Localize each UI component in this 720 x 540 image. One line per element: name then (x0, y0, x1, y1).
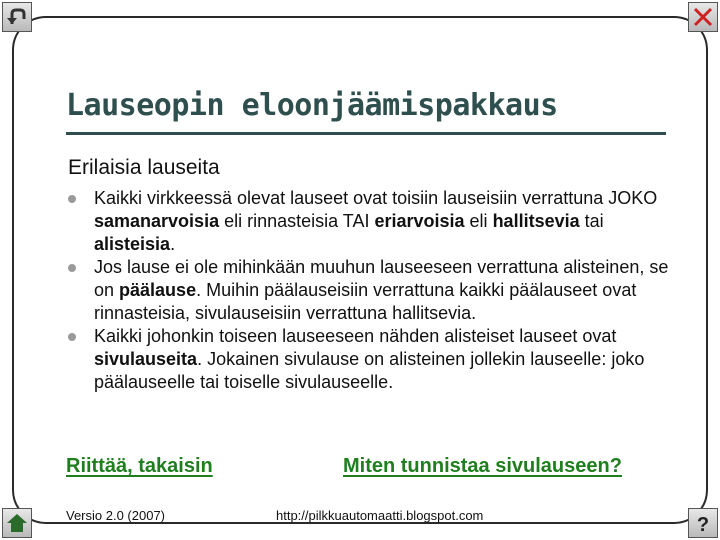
bullet-item (66, 187, 686, 256)
footer-url: http://pilkkuautomaatti.blogspot.com (276, 508, 484, 523)
help-button[interactable] (688, 508, 718, 538)
undo-arrow-icon (3, 3, 31, 31)
slide-subtitle: Erilaisia lauseita (68, 156, 220, 179)
back-button[interactable] (2, 2, 32, 32)
version-label: Versio 2.0 (2007) (66, 508, 166, 523)
bullet-text: Jos lause ei ole mihinkään muuhun lauseeseen verrattuna alisteinen, se on (94, 257, 669, 300)
bullet-bold-text: eriarvoisia (374, 211, 465, 231)
question-mark-icon (689, 509, 717, 537)
bullet-bold-text: hallitsevia (492, 211, 580, 231)
bullet-text: . Muihin päälauseisiin verrattuna kaikki päälauseet ovat rinnasteisia, sivulauseisiin verrattuna hallitsevia. (94, 280, 637, 323)
svg-text:?: ? (696, 514, 710, 536)
bullet-list (66, 187, 686, 394)
bullet-bold-text: samanarvoisia (94, 211, 220, 231)
back-link[interactable]: Riittää, takaisin (66, 455, 213, 477)
home-button[interactable] (2, 508, 32, 538)
next-link[interactable]: Miten tunnistaa sivulauseen? (343, 455, 622, 477)
bullet-bold-text: alisteisia (94, 234, 171, 254)
bullet-text: eli rinnasteisia TAI (219, 211, 375, 231)
bullet-bold-text: sivulauseita (94, 349, 198, 369)
home-icon (3, 509, 31, 537)
bullet-text: Kaikki johonkin toiseen lauseeseen nähden alisteiset lauseet ovat (94, 326, 617, 346)
close-x-icon (689, 3, 717, 31)
bullet-text: tai (579, 211, 604, 231)
bullet-text: . Jokainen sivulause on alisteinen jollekin lauseelle: joko päälauseelle tai toiselle sivulauseelle. (94, 349, 645, 392)
slide-title: Lauseopin eloonjäämispakkaus (66, 88, 558, 123)
bullet-item (66, 256, 686, 325)
bullet-dot-icon (68, 195, 76, 203)
bullet-text: . (170, 234, 176, 254)
bullet-bold-text: päälause (119, 280, 197, 300)
bullet-text: eli (464, 211, 493, 231)
close-button[interactable] (688, 2, 718, 32)
bullet-dot-icon (68, 333, 76, 341)
bullet-text: Kaikki virkkeessä olevat lauseet ovat toisiin lauseisiin verrattuna JOKO (94, 188, 658, 208)
bullet-item (66, 325, 686, 394)
bullet-dot-icon (68, 264, 76, 272)
title-underline (66, 132, 666, 135)
